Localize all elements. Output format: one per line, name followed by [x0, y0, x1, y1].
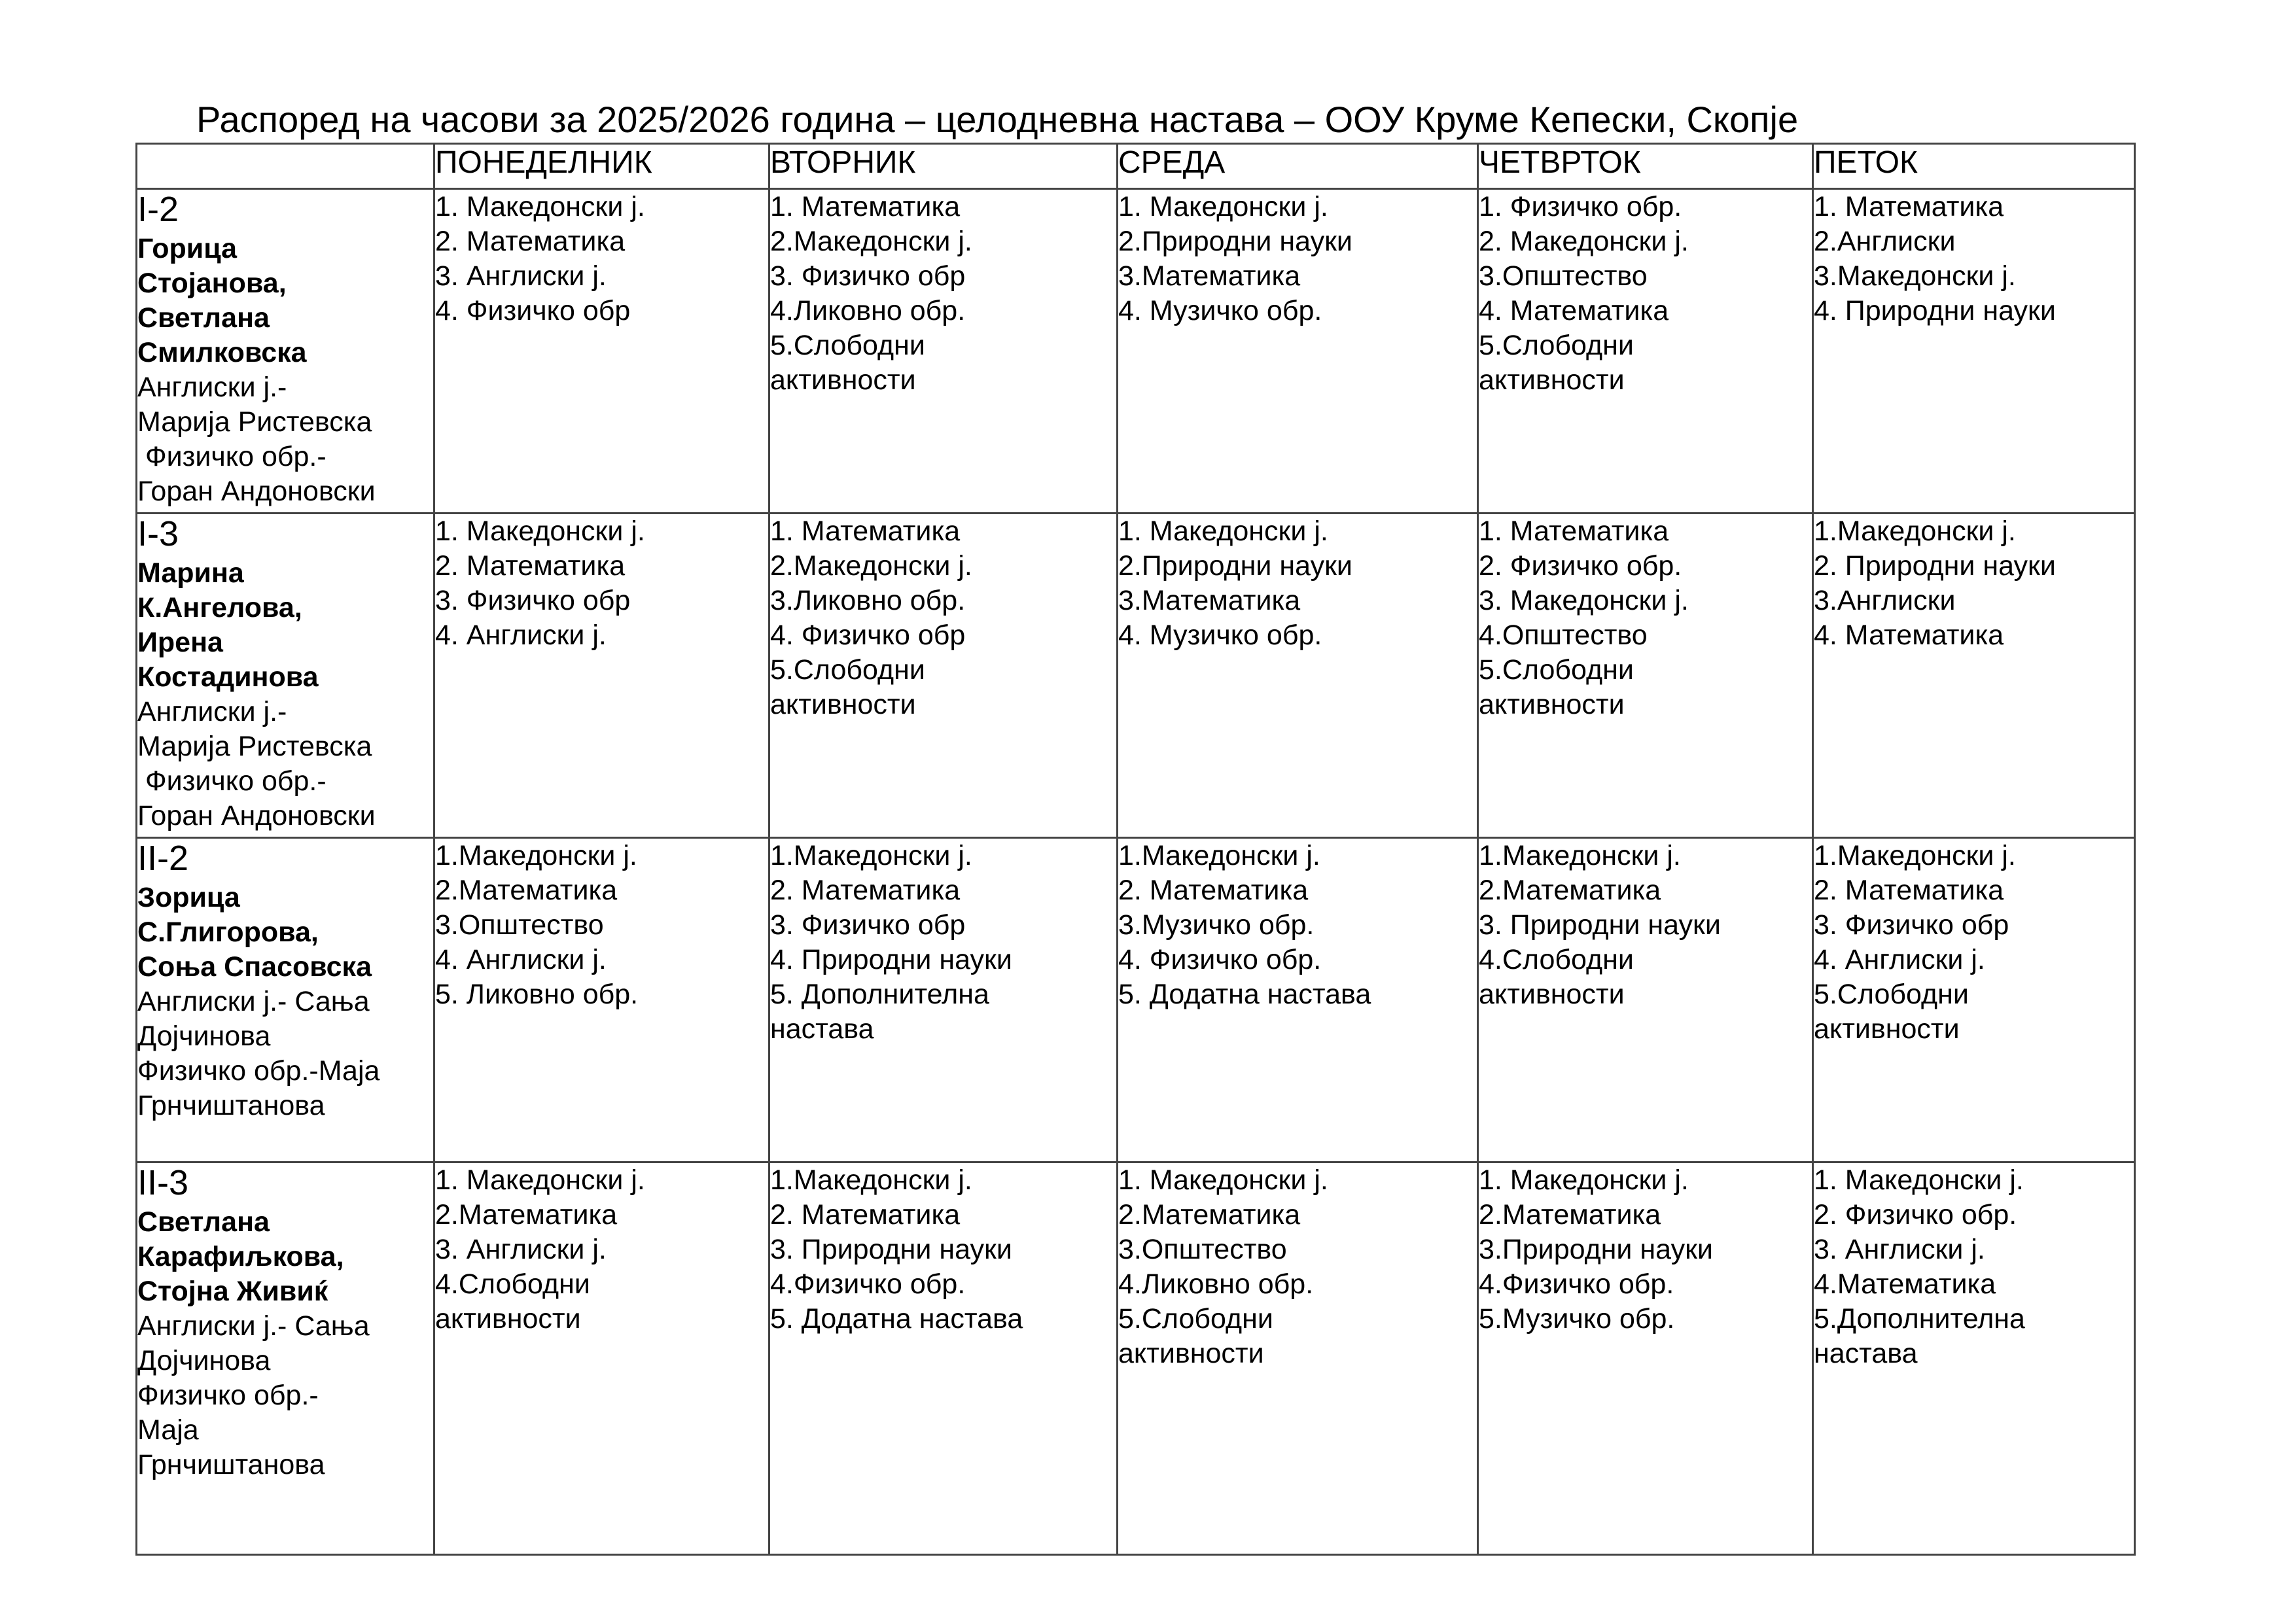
lesson-item: 4. Природни науки	[770, 944, 1012, 975]
lesson-cell	[1813, 1162, 2135, 1555]
lesson-item: 5.Дополнителна	[1814, 1303, 2025, 1335]
class-row	[137, 514, 2135, 838]
subject-teacher-line: Марија Ристевска	[137, 731, 372, 762]
schedule-table	[135, 143, 2136, 1556]
day-header-wednesday: СРЕДА	[1118, 144, 1478, 189]
lesson-item: 4. Физичко обр	[435, 295, 631, 326]
teacher-name-line: Марина	[137, 557, 244, 589]
lesson-cell	[1118, 1162, 1478, 1555]
lesson-item: 3.Општество	[1479, 260, 1648, 292]
lesson-item: 3.Општество	[435, 909, 604, 941]
class-row	[137, 189, 2135, 514]
lesson-item: 5.Музичко обр.	[1479, 1303, 1675, 1335]
lesson-item: 2. Физичко обр.	[1479, 550, 1682, 582]
subject-teacher-line: Дојчинова	[137, 1021, 271, 1052]
teacher-name-line: Зорица	[137, 882, 240, 913]
lesson-item: 4. Физичко обр.	[1118, 944, 1322, 975]
subject-teacher-line: Грнчиштанова	[137, 1449, 325, 1480]
subject-teacher-line: Марија Ристевска	[137, 406, 372, 438]
lesson-item: 2. Математика	[435, 226, 626, 257]
teacher-name-line: С.Глигорова,	[137, 916, 319, 948]
class-name: II-2	[137, 839, 189, 878]
lesson-item: 2. Математика	[1118, 875, 1309, 906]
lesson-cell	[1118, 189, 1478, 514]
lesson-item: 3. Физичко обр	[770, 909, 966, 941]
teacher-name-line: Костадинова	[137, 661, 319, 693]
lesson-item: 1.Македонски ј.	[770, 1164, 972, 1196]
teacher-name-line: Соња Спасовска	[137, 951, 372, 983]
lesson-item: 1. Македонски ј.	[1814, 1164, 2024, 1196]
lesson-item: 2. Математика	[435, 550, 626, 582]
lesson-item: 4. Математика	[1479, 295, 1669, 326]
lesson-item: 1. Македонски ј.	[1118, 1164, 1328, 1196]
lesson-item: 3.Македонски ј.	[1814, 260, 2016, 292]
lesson-item: 4.Слободни	[1479, 944, 1634, 975]
lesson-item: 1.Македонски ј.	[435, 840, 637, 871]
teacher-name-line: К.Ангелова,	[137, 592, 302, 623]
lesson-cell	[1813, 189, 2135, 514]
lesson-item: активности	[1479, 979, 1625, 1010]
teacher-name-line: Стојанова,	[137, 268, 287, 299]
lesson-item: 5.Слободни	[770, 330, 925, 361]
subject-teacher-line: Физичко обр.-Маја	[137, 1055, 380, 1087]
lesson-cell	[434, 838, 769, 1162]
lesson-item: 4.Ликовно обр.	[770, 295, 966, 326]
teacher-name-line: Светлана	[137, 1206, 270, 1238]
subject-teacher-line: Маја	[137, 1414, 199, 1446]
lesson-item: 4. Физичко обр	[770, 620, 966, 651]
lesson-item: 2.Математика	[1118, 1199, 1301, 1230]
lesson-item: 1. Македонски ј.	[435, 515, 645, 547]
day-header-monday: ПОНЕДЕЛНИК	[434, 144, 769, 189]
lesson-item: 5.Слободни	[1118, 1303, 1273, 1335]
lesson-cell	[1118, 514, 1478, 838]
lesson-item: 1. Математика	[1814, 191, 2004, 222]
teacher-name-line: Светлана	[137, 302, 270, 334]
lesson-item: 3.Ликовно обр.	[770, 585, 966, 616]
lesson-item: 2.Математика	[435, 1199, 618, 1230]
lesson-item: 1.Македонски ј.	[1814, 840, 2016, 871]
lesson-item: 4. Природни науки	[1814, 295, 2056, 326]
lesson-item: 2.Математика	[1479, 875, 1661, 906]
class-row	[137, 838, 2135, 1162]
lesson-item: 4. Англиски ј.	[435, 620, 607, 651]
lesson-item: 5. Ликовно обр.	[435, 979, 639, 1010]
day-header-thursday: ЧЕТВРТОК	[1478, 144, 1813, 189]
lesson-item: 4. Музичко обр.	[1118, 295, 1322, 326]
lesson-item: 3. Физичко обр	[435, 585, 631, 616]
lesson-item: 4.Математика	[1814, 1268, 1996, 1300]
lesson-cell	[434, 189, 769, 514]
lesson-item: 2.Математика	[435, 875, 618, 906]
lesson-item: 3.Математика	[1118, 260, 1301, 292]
lesson-cell	[1118, 838, 1478, 1162]
teacher-name-line: Стојна Живиќ	[137, 1276, 328, 1307]
lesson-cell	[1478, 838, 1813, 1162]
lesson-item: 5. Додатна настава	[1118, 979, 1371, 1010]
lesson-item: 1.Македонски ј.	[1479, 840, 1681, 871]
lesson-item: 3. Физичко обр	[770, 260, 966, 292]
class-name: I-3	[137, 514, 179, 553]
lesson-item: активности	[770, 364, 916, 396]
subject-teacher-line: Горан Андоновски	[137, 476, 376, 507]
subject-teacher-line: Англиски ј.-	[137, 696, 287, 727]
lesson-cell	[769, 1162, 1118, 1555]
lesson-cell	[769, 189, 1118, 514]
lesson-item: 2. Македонски ј.	[1479, 226, 1689, 257]
lesson-item: 1. Македонски ј.	[1118, 515, 1328, 547]
lesson-item: 2. Математика	[770, 1199, 961, 1230]
lesson-item: 3. Македонски ј.	[1479, 585, 1689, 616]
lesson-cell	[769, 514, 1118, 838]
subject-teacher-line: Физичко обр.-	[137, 441, 327, 472]
teacher-name-line: Смилковска	[137, 337, 307, 368]
lesson-item: настава	[770, 1013, 874, 1045]
lesson-item: 5. Додатна настава	[770, 1303, 1023, 1335]
lesson-item: 1. Математика	[1479, 515, 1669, 547]
subject-teacher-line: Англиски ј.- Сања	[137, 986, 370, 1017]
lesson-item: 2.Англиски	[1814, 226, 1956, 257]
lesson-item: 3.Општество	[1118, 1234, 1287, 1265]
class-info-cell	[137, 514, 434, 838]
day-header-friday: ПЕТОК	[1813, 144, 2135, 189]
lesson-cell	[1478, 189, 1813, 514]
teacher-name-line: Карафиљкова,	[137, 1241, 344, 1272]
lesson-item: 4.Физичко обр.	[1479, 1268, 1674, 1300]
subject-teacher-line: Физичко обр.-	[137, 765, 327, 797]
lesson-cell	[434, 514, 769, 838]
teacher-name-line: Горица	[137, 233, 238, 264]
lesson-item: 4. Англиски ј.	[1814, 944, 1985, 975]
lesson-item: 1. Македонски ј.	[435, 191, 645, 222]
lesson-item: 4.Слободни	[435, 1268, 590, 1300]
lesson-item: 2. Математика	[770, 875, 961, 906]
class-row	[137, 1162, 2135, 1555]
lesson-item: 2. Природни науки	[1814, 550, 2056, 582]
teacher-name-line: Ирена	[137, 627, 223, 658]
lesson-item: активности	[770, 689, 916, 720]
lesson-item: настава	[1814, 1338, 1918, 1369]
lesson-cell	[1478, 514, 1813, 838]
subject-teacher-line: Дојчинова	[137, 1345, 271, 1376]
lesson-item: 5.Слободни	[1479, 330, 1634, 361]
lesson-cell	[1813, 514, 2135, 838]
lesson-item: активности	[435, 1303, 581, 1335]
class-info-cell	[137, 1162, 434, 1555]
lesson-item: 5. Дополнителна	[770, 979, 989, 1010]
lesson-item: 1.Македонски ј.	[770, 840, 972, 871]
lesson-item: 1. Физичко обр.	[1479, 191, 1682, 222]
lesson-item: 3.Англиски	[1814, 585, 1956, 616]
lesson-item: 5.Слободни	[1479, 654, 1634, 686]
lesson-cell	[1478, 1162, 1813, 1555]
page-title: Распоред на часови за 2025/2026 година – целодневна настава – ООУ Круме Кепески, Скопје	[196, 99, 1799, 140]
lesson-item: 3.Математика	[1118, 585, 1301, 616]
header-row	[137, 144, 2135, 189]
lesson-item: 3. Физичко обр	[1814, 909, 2009, 941]
class-name: II-3	[137, 1163, 189, 1202]
lesson-item: 4.Општество	[1479, 620, 1648, 651]
lesson-item: 2.Македонски ј.	[770, 226, 972, 257]
lesson-item: 3. Природни науки	[1479, 909, 1721, 941]
lesson-cell	[1813, 838, 2135, 1162]
lesson-item: 1. Математика	[770, 515, 961, 547]
day-header-tuesday: ВТОРНИК	[769, 144, 1118, 189]
lesson-cell	[769, 838, 1118, 1162]
lesson-item: 3.Природни науки	[1479, 1234, 1713, 1265]
lesson-item: 5.Слободни	[1814, 979, 1969, 1010]
lesson-item: 3. Англиски ј.	[435, 1234, 607, 1265]
subject-teacher-line: Грнчиштанова	[137, 1090, 325, 1121]
subject-teacher-line: Физичко обр.-	[137, 1380, 319, 1411]
lesson-item: 1. Македонски ј.	[435, 1164, 645, 1196]
subject-teacher-line: Англиски ј.-	[137, 372, 287, 403]
lesson-item: 4. Англиски ј.	[435, 944, 607, 975]
lesson-cell	[434, 1162, 769, 1555]
lesson-item: активности	[1814, 1013, 1960, 1045]
lesson-item: 1.Македонски ј.	[1118, 840, 1320, 871]
lesson-item: 2. Математика	[1814, 875, 2004, 906]
lesson-item: активности	[1479, 364, 1625, 396]
lesson-item: 4. Математика	[1814, 620, 2004, 651]
class-info-cell	[137, 838, 434, 1162]
lesson-item: 3. Природни науки	[770, 1234, 1012, 1265]
class-name: I-2	[137, 190, 179, 229]
lesson-item: 3. Англиски ј.	[1814, 1234, 1985, 1265]
lesson-item: 2.Природни науки	[1118, 226, 1352, 257]
lesson-item: 4.Физичко обр.	[770, 1268, 966, 1300]
subject-teacher-line: Англиски ј.- Сања	[137, 1310, 370, 1342]
lesson-item: 1.Македонски ј.	[1814, 515, 2016, 547]
lesson-item: 4.Ликовно обр.	[1118, 1268, 1314, 1300]
class-info-cell	[137, 189, 434, 514]
lesson-item: 3. Англиски ј.	[435, 260, 607, 292]
lesson-item: активности	[1118, 1338, 1264, 1369]
header-corner-cell	[137, 144, 434, 189]
lesson-item: 1. Македонски ј.	[1479, 1164, 1689, 1196]
lesson-item: 3.Музичко обр.	[1118, 909, 1315, 941]
lesson-item: 1. Македонски ј.	[1118, 191, 1328, 222]
lesson-item: активности	[1479, 689, 1625, 720]
lesson-item: 2.Природни науки	[1118, 550, 1352, 582]
lesson-item: 1. Математика	[770, 191, 961, 222]
subject-teacher-line: Горан Андоновски	[137, 800, 376, 831]
lesson-item: 2.Македонски ј.	[770, 550, 972, 582]
lesson-item: 5.Слободни	[770, 654, 925, 686]
lesson-item: 4. Музичко обр.	[1118, 620, 1322, 651]
lesson-item: 2. Физичко обр.	[1814, 1199, 2017, 1230]
lesson-item: 2.Математика	[1479, 1199, 1661, 1230]
